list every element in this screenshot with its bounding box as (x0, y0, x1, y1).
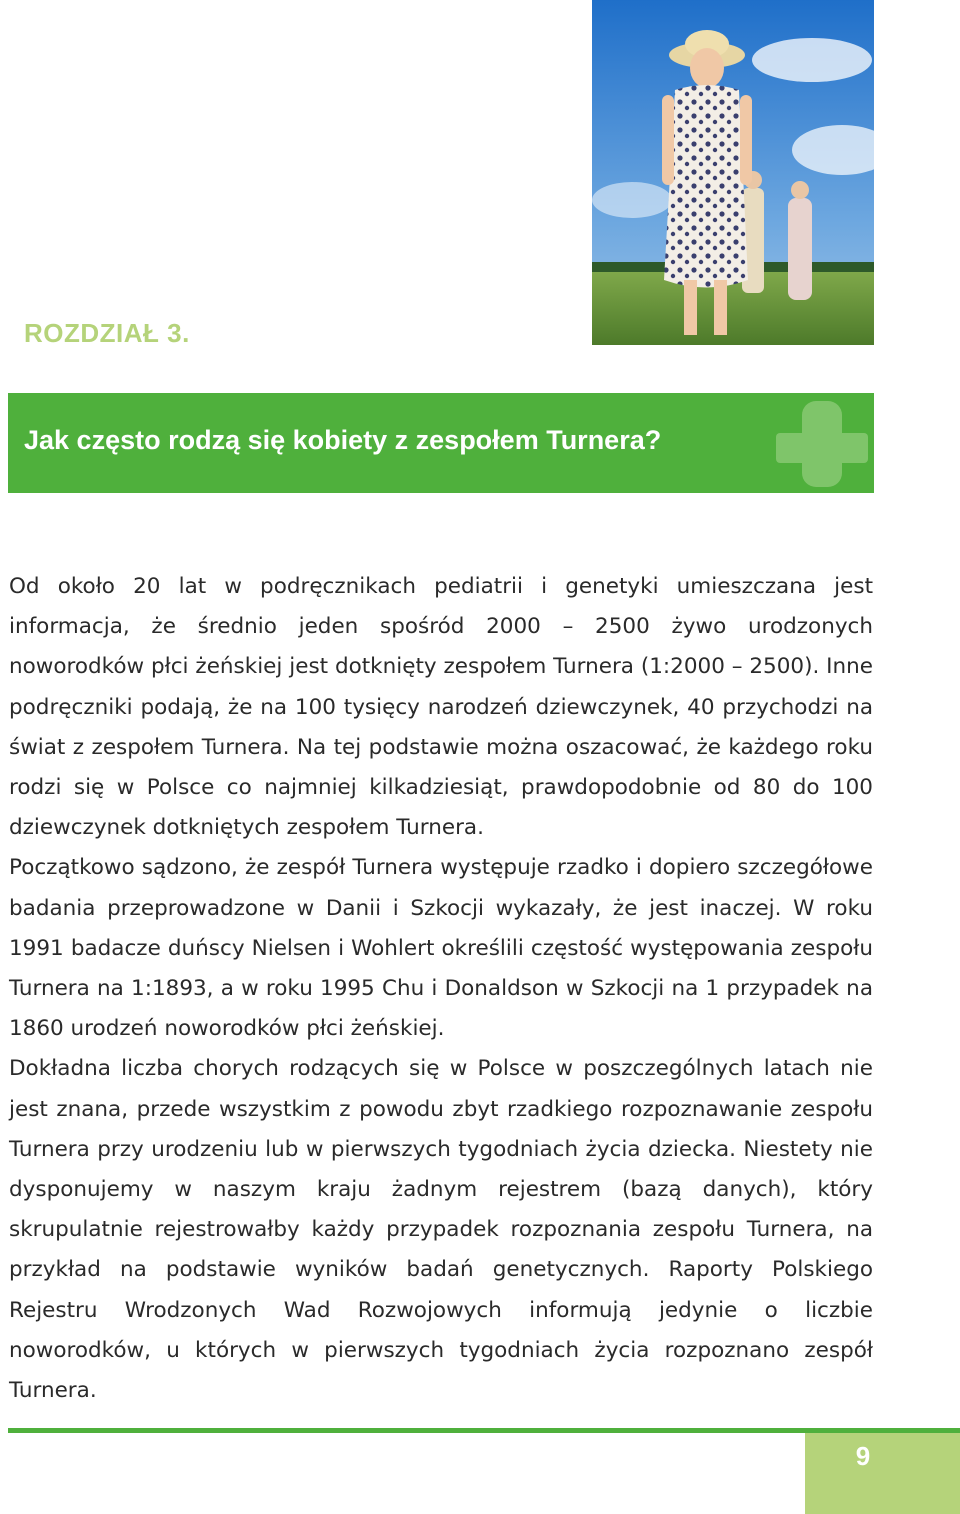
paragraph: Dokładna liczba chorych rodzących się w Polsce w poszczególnych latach nie jest znana, przede wszystkim z powodu zbyt rzadkiego rozpoznawanie zespołu Turnera przy urodzeniu lub w pierwszych tygodniach życia dziecka. Niestety nie dysponujemy w naszym kraju żadnym rejestrem (bazą danych), który skrupulatnie rejestrowałby każdy przypadek rozpoznania zespołu Turnera, na przykład na podstawie wyników badań genetycznych. Raporty Polskiego Rejestru Wrodzonych Wad Rozwojowych informują jedynie o liczbie noworodków, u których w pierwszych tygodniach życia rozpoznano zespół Turnera. (9, 1056, 873, 1404)
page-number: 9 (855, 1441, 871, 1471)
body-text (9, 567, 873, 1411)
page-title: Jak często rodzą się kobiety z zespołem Turnera? (24, 425, 662, 455)
chapter-label: ROZDZIAŁ 3. (24, 318, 190, 348)
title-banner (8, 393, 874, 493)
page-number-box (805, 1433, 960, 1514)
photo-girl-in-hat (592, 0, 874, 345)
paragraph: Początkowo sądzono, że zespół Turnera występuje rzadko i dopiero szczegółowe badania przeprowadzone w Danii i Szkocji wykazały, że jest inaczej. W roku 1991 badacze duńscy Nielsen i Wohlert określili częstość występowania zespołu Turnera na 1:1893, a w roku 1995 Chu i Donaldson w Szkocji na 1 przypadek na 1860 urodzeń noworodków płci żeńskiej. (9, 855, 873, 1042)
photo-illustration (592, 0, 874, 345)
cross-decoration-icon (776, 401, 868, 487)
paragraph: Od około 20 lat w podręcznikach pediatrii i genetyki umieszczana jest informacja, że średnio jeden spośród 2000 – 2500 żywo urodzonych noworodków płci żeńskiej jest dotknięty zespołem Turnera (1:2000 – 2500). Inne podręczniki podają, że na 100 tysięcy narodzeń dziewczynek, 40 przychodzi na świat z zespołem Turnera. Na tej podstawie można oszacować, że każdego roku rodzi się w Polsce co najmniej kilkadziesiąt, prawdopodobnie od 80 do 100 dziewczynek dotkniętych zespołem Turnera. (9, 574, 873, 841)
